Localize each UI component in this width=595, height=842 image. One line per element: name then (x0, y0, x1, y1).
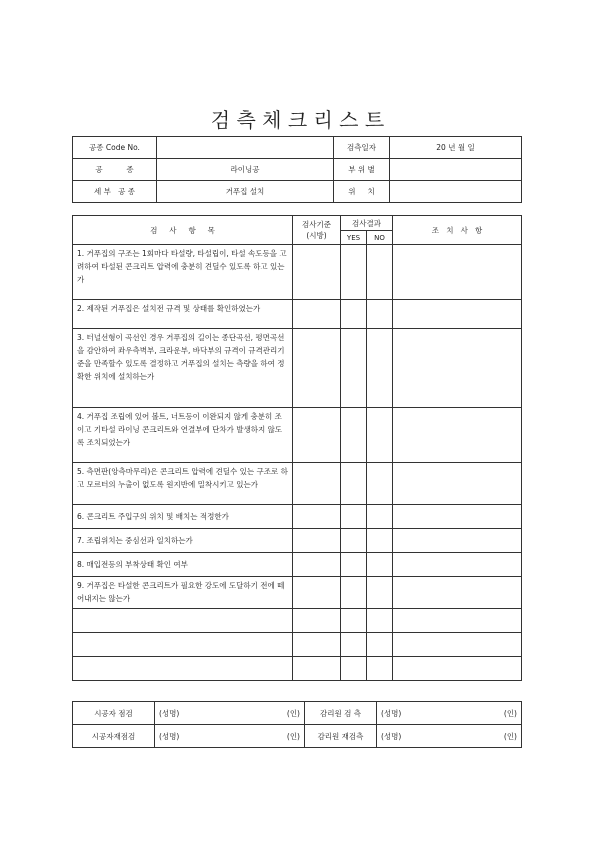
no-checkbox[interactable] (367, 577, 393, 609)
action-cell[interactable] (393, 245, 522, 300)
check-item-9: 9. 거푸집은 타설한 콘크리트가 필요한 강도에 도달하기 전에 떼어내지는 않는가 (73, 577, 293, 609)
criteria-cell[interactable] (293, 408, 341, 463)
blank-item[interactable] (73, 609, 293, 633)
yes-checkbox[interactable] (341, 577, 367, 609)
supervisor-inspect-label: 감리원 검 측 (305, 702, 377, 725)
yes-checkbox[interactable] (341, 463, 367, 505)
no-checkbox[interactable] (367, 529, 393, 553)
criteria-cell[interactable] (293, 609, 341, 633)
check-item-4: 4. 거푸집 조립에 있어 볼트, 너트등이 이완되지 않게 충분히 조이고 기타설 라이닝 콘크리트와 연결부에 단차가 발생하지 않도록 조치되었는가 (73, 408, 293, 463)
yes-checkbox[interactable] (341, 408, 367, 463)
yes-checkbox[interactable] (341, 245, 367, 300)
check-item-8: 8. 매입전등의 부착상태 확인 여부 (73, 553, 293, 577)
criteria-cell[interactable] (293, 657, 341, 681)
header-action: 조 치 사 항 (393, 216, 522, 245)
location-field[interactable] (390, 181, 522, 203)
yes-checkbox[interactable] (341, 633, 367, 657)
yes-checkbox[interactable] (341, 329, 367, 408)
check-item-5: 5. 측면판(앙측마무리)은 콘크리트 압력에 견딜수 있는 구조로 하고 모르터의 누출이 없도록 원지반에 밀착시키고 있는가 (73, 463, 293, 505)
header-result: 검사결과 (341, 216, 393, 231)
seal-mark: (인) (286, 731, 300, 741)
criteria-cell[interactable] (293, 329, 341, 408)
check-item-1: 1. 거푸집의 구조는 1회마다 타설량, 타설립이, 타설 속도등을 고려하여 타설된 콘크리트 압력에 충분히 견딜수 있도록 하고 있는가 (73, 245, 293, 300)
action-cell[interactable] (393, 300, 522, 329)
inspection-date-field[interactable]: 20 년 월 일 (390, 137, 522, 159)
check-item-6: 6. 콘크리트 주입구의 위치 및 배치는 적정한가 (73, 505, 293, 529)
contractor-sign-field[interactable] (155, 702, 305, 725)
name-placeholder: (성명) (159, 731, 180, 741)
no-checkbox[interactable] (367, 329, 393, 408)
header-criteria-line1: 검사기준 (302, 220, 331, 229)
detail-work-field[interactable]: 거푸집 설치 (157, 181, 334, 203)
criteria-cell[interactable] (293, 577, 341, 609)
action-cell[interactable] (393, 505, 522, 529)
yes-checkbox[interactable] (341, 300, 367, 329)
check-item-3: 3. 터널선형이 곡선인 경우 거푸집의 길이는 종단곡선, 평면곡선을 감안하여 좌우측벽부, 크라운부, 바닥부의 규격이 규격관리기준을 만족할수 있도록 결정하고 거푸집의 설치는 측량을 하여 정확한 위치에 설치하는가 (73, 329, 293, 408)
work-type-label: 공 종 (73, 159, 157, 181)
action-cell[interactable] (393, 329, 522, 408)
contractor-inspect-label: 시공자 점검 (73, 702, 155, 725)
no-checkbox[interactable] (367, 463, 393, 505)
action-cell[interactable] (393, 657, 522, 681)
criteria-cell[interactable] (293, 463, 341, 505)
header-criteria-line2: (시방) (306, 231, 327, 240)
seal-mark: (인) (503, 731, 517, 741)
check-item-7: 7. 조립위치는 중심선과 일치하는가 (73, 529, 293, 553)
name-placeholder: (성명) (381, 708, 402, 718)
header-item: 검 사 항 목 (73, 216, 293, 245)
page-title: 검 측 체 크 리 스 트 (210, 108, 385, 132)
part-name-field[interactable] (390, 159, 522, 181)
action-cell[interactable] (393, 463, 522, 505)
yes-checkbox[interactable] (341, 553, 367, 577)
name-placeholder: (성명) (159, 708, 180, 718)
no-checkbox[interactable] (367, 633, 393, 657)
work-code-field[interactable] (157, 137, 334, 159)
supervisor-reinspect-label: 감리원 재검측 (305, 725, 377, 748)
no-checkbox[interactable] (367, 609, 393, 633)
yes-checkbox[interactable] (341, 505, 367, 529)
supervisor-sign-field[interactable] (377, 702, 522, 725)
blank-item[interactable] (73, 633, 293, 657)
check-item-2: 2. 제작된 거푸집은 설치전 규격 및 상태를 확인하였는가 (73, 300, 293, 329)
yes-checkbox[interactable] (341, 529, 367, 553)
yes-checkbox[interactable] (341, 657, 367, 681)
name-placeholder: (성명) (381, 731, 402, 741)
action-cell[interactable] (393, 609, 522, 633)
criteria-cell[interactable] (293, 633, 341, 657)
no-checkbox[interactable] (367, 505, 393, 529)
header-no: NO (367, 231, 393, 245)
action-cell[interactable] (393, 408, 522, 463)
checklist-table (72, 215, 522, 681)
no-checkbox[interactable] (367, 245, 393, 300)
action-cell[interactable] (393, 553, 522, 577)
contractor-resign-field[interactable] (155, 725, 305, 748)
work-code-label: 공종 Code No. (73, 137, 157, 159)
blank-item[interactable] (73, 657, 293, 681)
contractor-reinspect-label: 시공자재점검 (73, 725, 155, 748)
no-checkbox[interactable] (367, 553, 393, 577)
location-label: 위 치 (334, 181, 390, 203)
supervisor-resign-field[interactable] (377, 725, 522, 748)
info-table (72, 136, 522, 203)
action-cell[interactable] (393, 633, 522, 657)
criteria-cell[interactable] (293, 245, 341, 300)
inspection-date-label: 검측일자 (334, 137, 390, 159)
detail-work-label: 세 부 공 종 (73, 181, 157, 203)
action-cell[interactable] (393, 577, 522, 609)
header-yes: YES (341, 231, 367, 245)
yes-checkbox[interactable] (341, 609, 367, 633)
criteria-cell[interactable] (293, 505, 341, 529)
no-checkbox[interactable] (367, 408, 393, 463)
no-checkbox[interactable] (367, 657, 393, 681)
criteria-cell[interactable] (293, 529, 341, 553)
action-cell[interactable] (393, 529, 522, 553)
no-checkbox[interactable] (367, 300, 393, 329)
criteria-cell[interactable] (293, 553, 341, 577)
header-criteria (293, 216, 341, 245)
work-type-field[interactable]: 라이닝공 (157, 159, 334, 181)
seal-mark: (인) (286, 708, 300, 718)
seal-mark: (인) (503, 708, 517, 718)
criteria-cell[interactable] (293, 300, 341, 329)
signature-table (72, 701, 522, 748)
part-name-label: 부 위 별 (334, 159, 390, 181)
